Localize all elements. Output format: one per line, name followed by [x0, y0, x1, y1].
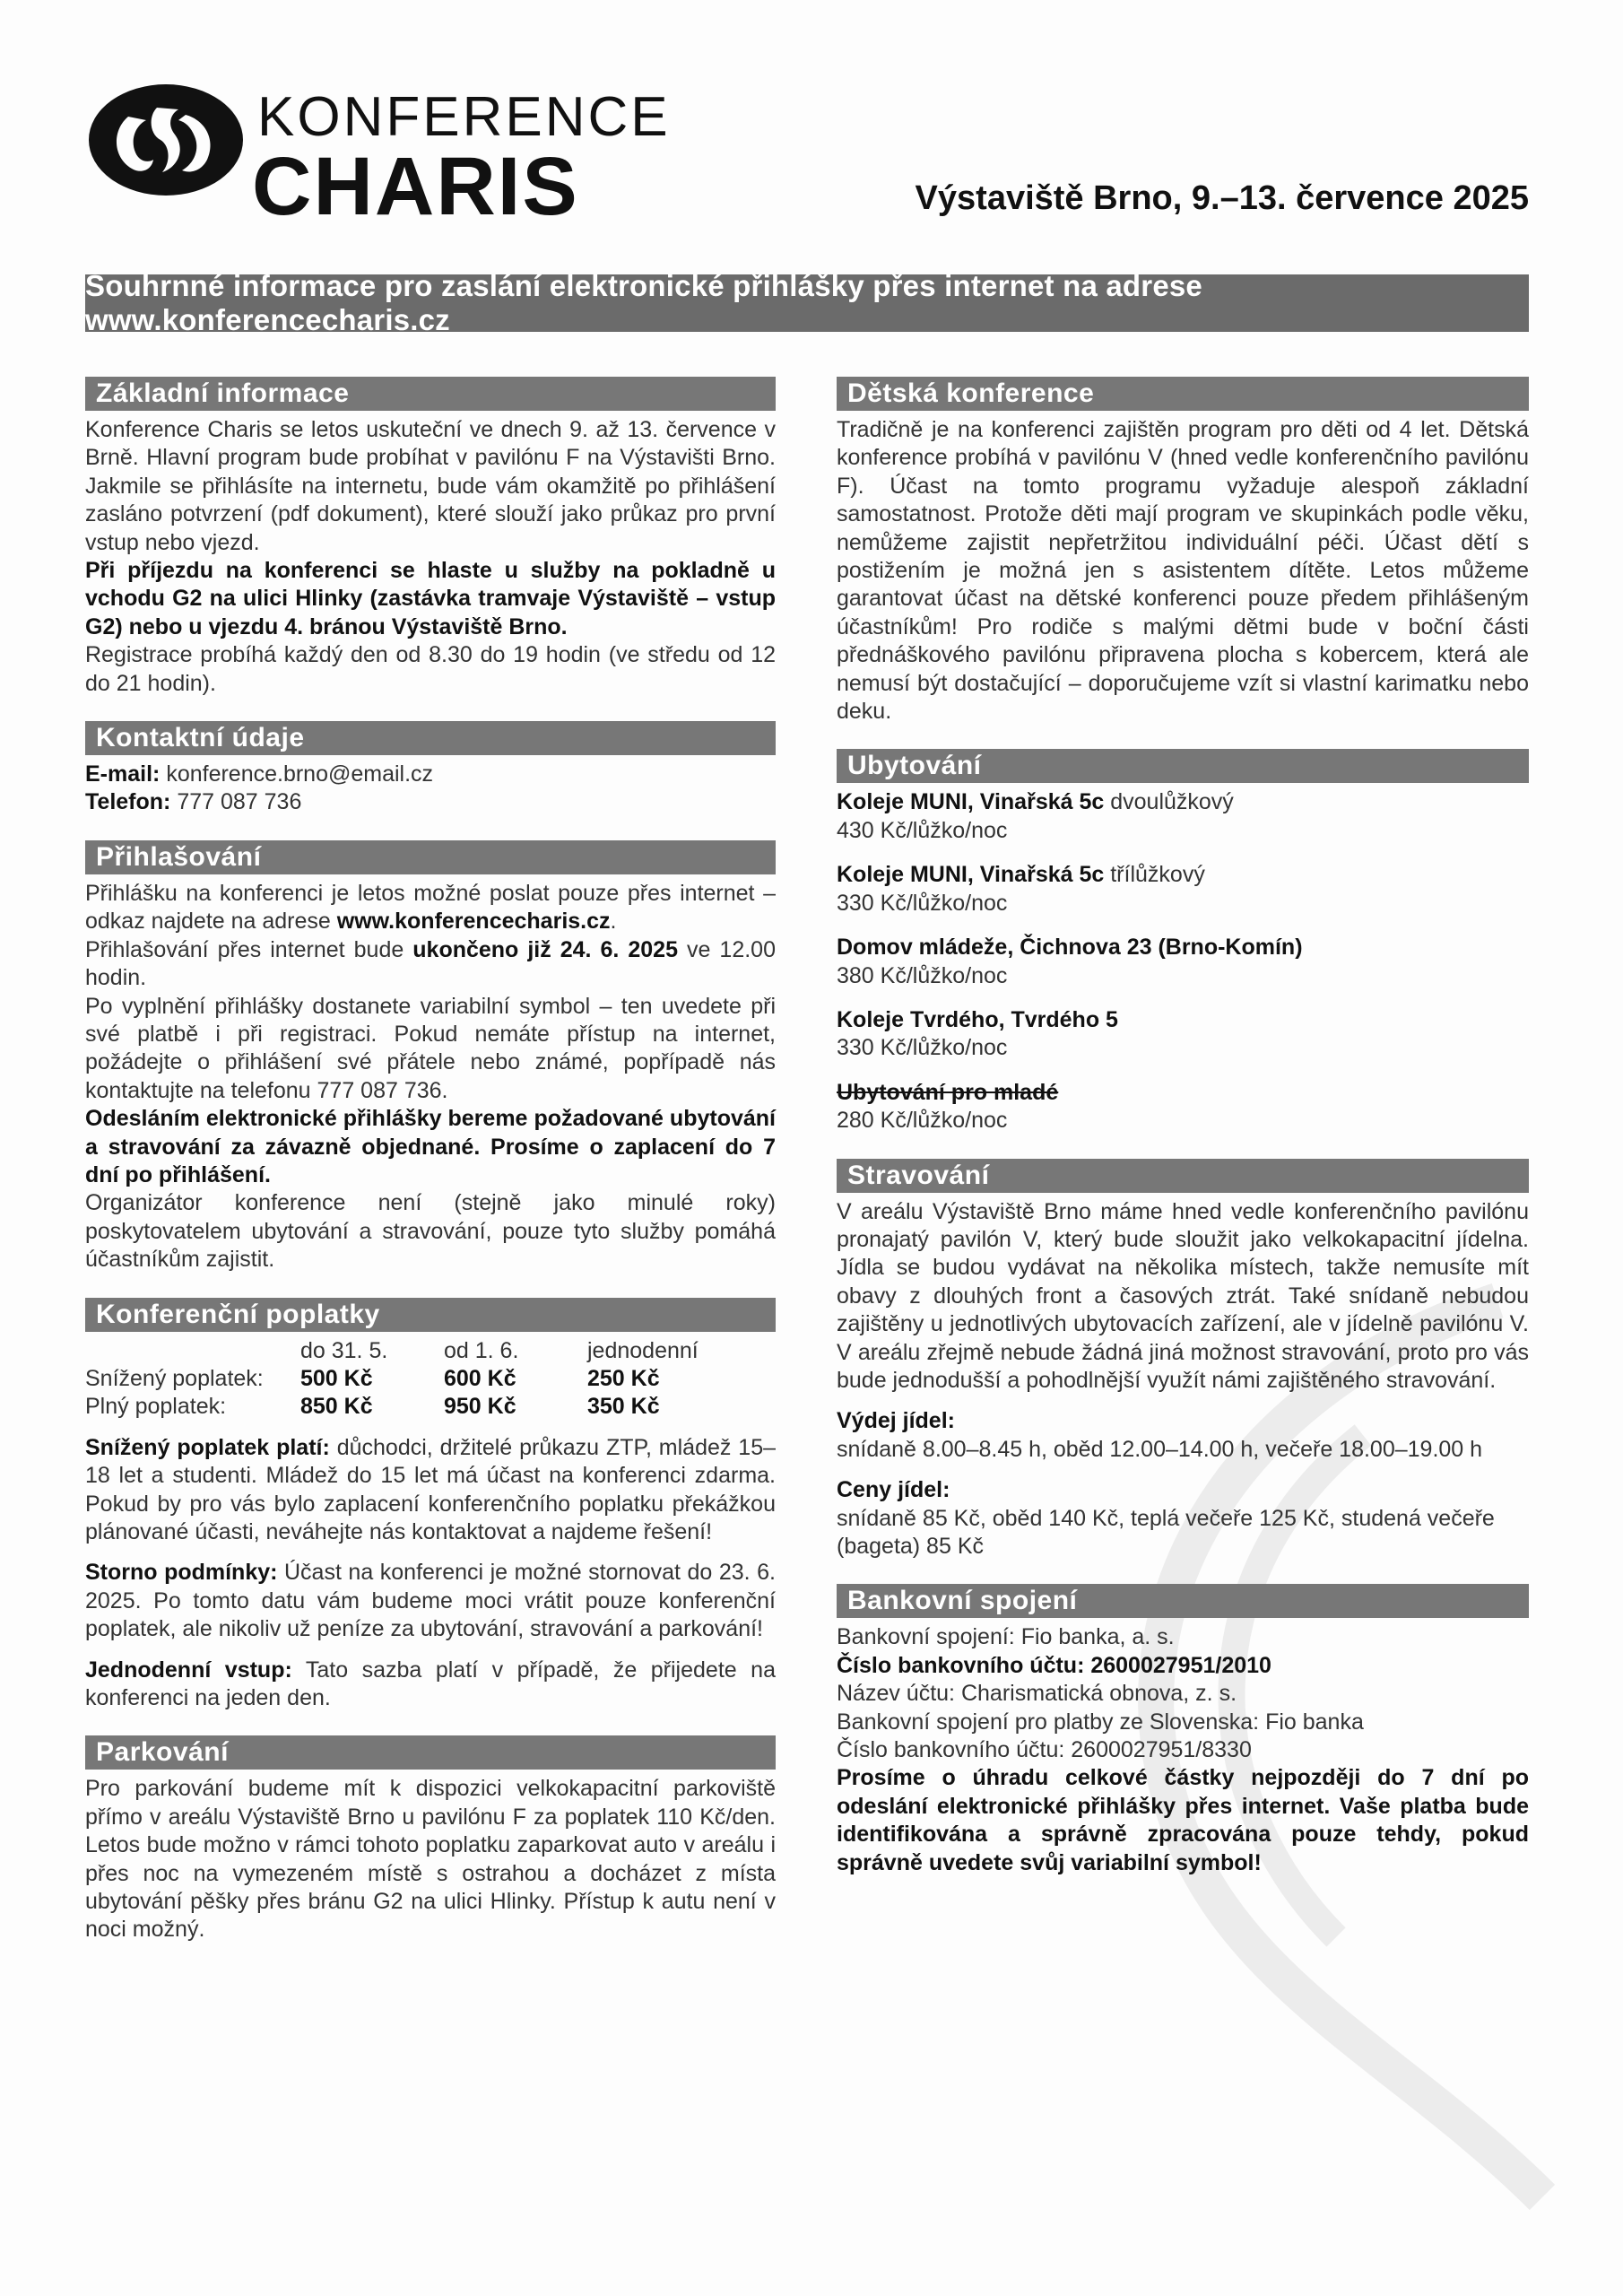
- section-title: Dětská konference: [837, 377, 1529, 411]
- fees-cell: 950 Kč: [444, 1394, 516, 1420]
- fees-col-header: od 1. 6.: [444, 1337, 519, 1363]
- fees-row-label: Snížený poplatek:: [85, 1365, 264, 1391]
- text: Tato sazba platí v případě, že přijedete na konferenci na jeden den.: [85, 1657, 776, 1711]
- paragraph: [85, 1657, 776, 1713]
- phone-label: Telefon:: [85, 789, 171, 815]
- paragraph: Po vyplnění přihlášky dostanete variabilní symbol – ten uvedete při své platbě i při registraci. Pokud nemáte přístup na internet, požádejte o přihlášení své přátele nebo známé, popřípadě nás kontaktujte na telefonu 777 087 736.: [85, 993, 776, 1103]
- accommodation-price: 330 Kč/lůžko/noc: [837, 890, 1008, 916]
- text: .: [610, 909, 617, 935]
- brand-bottom: CHARIS: [252, 141, 579, 232]
- label: Storno podmínky:: [85, 1560, 278, 1586]
- accommodation-name: Domov mládeže, Čichnova 23 (Brno-Komín): [837, 935, 1303, 961]
- bank-line: Číslo bankovního účtu: 2600027951/8330: [837, 1737, 1252, 1763]
- email-value[interactable]: konference.brno@email.cz: [166, 761, 434, 787]
- paragraph: Tradičně je na konferenci zajištěn program pro děti od 4 let. Dětská konference probíhá v pavilónu V (hned vedle konferenčního pavilónu F). Účast na tomto programu vyžaduje alespoň základní samostatnost. Protože děti mají program ve skupinkách podle věku, nemůžeme zajistit nepřetržitou individuální péči. Účast dětí s postižením je možná jen s asistentem dítěte. Letos můžeme garantovat účast na dětské konferenci pouze předem přihlášeným účastníkům! Pro rodiče s malými dětmi bude v boční části přednáškového pavilónu připravena plocha s kobercem, která ale nemusí být dostačující – doporučujeme vzít si vlastní karimatku nebo deku.: [837, 417, 1529, 725]
- accommodation-price: 380 Kč/lůžko/noc: [837, 962, 1008, 988]
- accommodation-item: [837, 1006, 1529, 1063]
- meal-times: snídaně 8.00–8.45 h, oběd 12.00–14.00 h, večeře 18.00–19.00 h: [837, 1436, 1483, 1462]
- fees-col-header: do 31. 5.: [300, 1337, 388, 1363]
- deadline: ukončeno již 24. 6. 2025: [412, 936, 678, 962]
- charis-logo-icon: [85, 81, 247, 199]
- fees-row-label: Plný poplatek:: [85, 1394, 227, 1420]
- accommodation-price: 330 Kč/lůžko/noc: [837, 1035, 1008, 1061]
- accommodation-item-cancelled: [837, 1079, 1529, 1135]
- spacer: [85, 1546, 776, 1559]
- label: Výdej jídel:: [837, 1408, 955, 1434]
- paragraph: V areálu Výstaviště Brno máme hned vedle konferenčního pavilónu pronajatý pavilón V, který bude sloužit jako velkokapacitní jídelna. Jídla se budou vydávat na několika místech, takže nemusíte mít obavy z dlouhých front a časových ztrát. Také snídaně nebudou zajištěny u jednotlivých ubytovacích zařízení, ale v jídelně pavilónu V. V areálu zřejmě nebude žádná jiná možnost stravování, proto pro vás bude jednodušší a pohodlnější využít námi zajištěného stravování.: [837, 1198, 1529, 1393]
- bank-line: Bankovní spojení: Fio banka, a. s.: [837, 1624, 1175, 1650]
- fees-cell: 350 Kč: [587, 1394, 660, 1420]
- section-title: Parkování: [85, 1735, 776, 1770]
- section-kontakt: [85, 721, 776, 817]
- bank-line: Název účtu: Charismatická obnova, z. s.: [837, 1681, 1237, 1707]
- accommodation-item: [837, 861, 1529, 918]
- accommodation-name: Koleje MUNI, Vinařská 5c: [837, 789, 1105, 815]
- spacer: [837, 1395, 1529, 1407]
- room-type: třílůžkový: [1110, 862, 1205, 888]
- fees-col-header: jednodenní: [587, 1337, 699, 1363]
- email-label: E-mail:: [85, 761, 161, 787]
- fees-cell: 600 Kč: [444, 1365, 516, 1391]
- paragraph: Pro parkování budeme mít k dispozici velkokapacitní parkoviště přímo v areálu Výstaviště Brno u pavilónu F za poplatek 110 Kč/den. Letos bude možno v rámci tohoto poplatku zaparkovat auto v areálu i přes noc na vymezeném místě s ostrahou a docházet z místa ubytování pěšky přes bránu G2 na ulici Hlinky. Přístup k autu není v noci možný.: [85, 1776, 776, 1943]
- section-title: Ubytování: [837, 749, 1529, 783]
- paragraph: [85, 1434, 776, 1547]
- section-prihlasovani: [85, 840, 776, 1274]
- fees-cell: 850 Kč: [300, 1394, 373, 1420]
- accommodation-item: [837, 934, 1529, 990]
- paragraph: Organizátor konference není (stejně jako minulé roky) poskytovatelem ubytování a stravování, pouze tyto služby pomáhá účastníkům zajistit.: [85, 1190, 776, 1273]
- section-title: Stravování: [837, 1159, 1529, 1193]
- phone-value: 777 087 736: [177, 789, 302, 815]
- payment-note: Prosíme o úhradu celkové částky nejpozději do 7 dní po odeslání elektronické přihlášky přes internet. Vaše platba bude identifikována a správně zpracována pouze tehdy, pokud správně uvedete svůj variabilní symbol!: [837, 1765, 1529, 1875]
- accommodation-item: [837, 788, 1529, 845]
- email-line: [85, 761, 776, 788]
- paragraph: Registrace probíhá každý den od 8.30 do 19 hodin (ve středu od 12 do 21 hodin).: [85, 642, 776, 696]
- section-poplatky: [85, 1298, 776, 1713]
- fees-table: [85, 1337, 776, 1422]
- brand-top: KONFERENCE: [257, 86, 671, 148]
- text: důchodci, držitelé průkazu ZTP, mládež 15–18 let a studenti. Mládež do 15 let má účast na konferenci zdarma. Pokud by pro vás bylo zaplacení konferenčního poplatku překážkou plánované účasti, neváhejte nás kontaktovat a najdeme řešení!: [85, 1434, 777, 1544]
- section-ubytovani: [837, 749, 1529, 1135]
- section-banka: [837, 1584, 1529, 1877]
- accommodation-name-struck: Ubytování pro mladé: [837, 1079, 1059, 1105]
- section-title: Kontaktní údaje: [85, 721, 776, 755]
- section-parkovani: [85, 1735, 776, 1944]
- text: ve 12.00 hodin.: [85, 936, 776, 991]
- paragraph: Konference Charis se letos uskuteční ve dnech 9. až 13. července v Brně. Hlavní program bude probíhat v pavilónu F na Výstavišti Brno. Jakmile se přihlásíte na internetu, bude vám okamžitě po přihlášení zasláno potvrzení (pdf dokument), které slouží jako průkaz pro první vstup nebo vjezd.: [85, 417, 776, 555]
- label: Snížený poplatek platí:: [85, 1434, 330, 1460]
- fees-cell: 250 Kč: [587, 1365, 660, 1391]
- paragraph: [85, 936, 776, 993]
- website-link[interactable]: www.konferencecharis.cz: [336, 909, 611, 935]
- page-header: [85, 70, 1529, 232]
- section-title: Základní informace: [85, 377, 776, 411]
- paragraph: [85, 1559, 776, 1643]
- label: Ceny jídel:: [837, 1477, 950, 1503]
- accommodation-name: Koleje Tvrdého, Tvrdého 5: [837, 1006, 1118, 1032]
- section-title: Přihlašování: [85, 840, 776, 874]
- room-type: dvoulůžkový: [1110, 789, 1234, 815]
- label: Jednodenní vstup:: [85, 1657, 292, 1683]
- section-zakladni: [85, 377, 776, 698]
- right-column: [837, 377, 1529, 1900]
- fees-cell: 500 Kč: [300, 1365, 373, 1391]
- accommodation-price: 430 Kč/lůžko/noc: [837, 817, 1008, 843]
- summary-banner: Souhrnné informace pro zaslání elektronické přihlášky přes internet na adrese www.konferencecharis.cz: [85, 274, 1529, 332]
- fees-corner: [85, 1337, 300, 1365]
- text: Účast na konferenci je možné stornovat do 23. 6. 2025. Po tomto datu vám budeme moci vrátit pouze konferenční poplatek, ale nikoliv už peníze za ubytování, stravování a parkování!: [85, 1560, 776, 1642]
- accommodation-price: 280 Kč/lůžko/noc: [837, 1108, 1008, 1134]
- text: Přihlášku na konferenci je letos možné poslat pouze přes internet – odkaz najdete na adrese: [85, 880, 776, 935]
- section-detska: [837, 377, 1529, 726]
- venue-date: Výstaviště Brno, 9.–13. července 2025: [915, 179, 1529, 217]
- spacer: [837, 1464, 1529, 1476]
- section-stravovani: [837, 1159, 1529, 1561]
- bank-line: Bankovní spojení pro platby ze Slovenska: Fio banka: [837, 1709, 1364, 1735]
- phone-line: [85, 788, 776, 816]
- paragraph-bold: Při příjezdu na konferenci se hlaste u služby na pokladně u vchodu G2 na ulici Hlinky (zastávka tramvaje Výstaviště – vstup G2) nebo u vjezdu 4. bránou Výstaviště Brno.: [85, 558, 776, 639]
- section-title: Konferenční poplatky: [85, 1298, 776, 1332]
- paragraph-bold: Odesláním elektronické přihlášky bereme požadované ubytování a stravování za závazně objednané. Prosíme o zaplacení do 7 dní po přihlášení.: [85, 1106, 776, 1187]
- bank-account: Číslo bankovního účtu: 2600027951/2010: [837, 1652, 1271, 1678]
- text: Přihlašování přes internet bude: [85, 936, 413, 962]
- spacer: [85, 1644, 776, 1657]
- meal-prices: snídaně 85 Kč, oběd 140 Kč, teplá večeře 125 Kč, studená večeře (bageta) 85 Kč: [837, 1505, 1495, 1559]
- accommodation-name: Koleje MUNI, Vinařská 5c: [837, 862, 1105, 888]
- paragraph: [85, 880, 776, 936]
- left-column: [85, 377, 776, 1968]
- section-title: Bankovní spojení: [837, 1584, 1529, 1618]
